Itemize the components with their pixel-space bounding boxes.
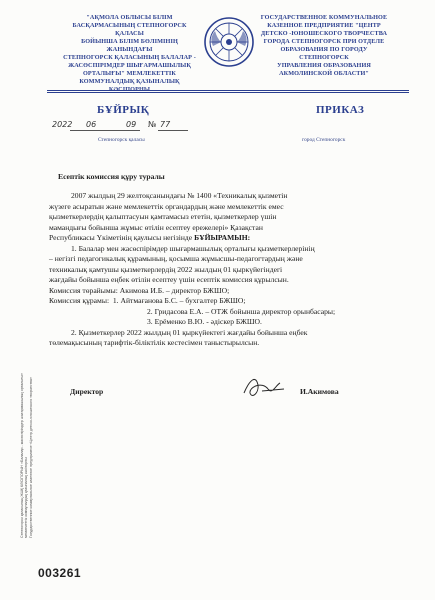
body-line: қызметкерлердің қалыптасуын қамтамасыз ететін, қызметкерлер үшін <box>49 212 277 221</box>
header-divider <box>47 90 409 91</box>
margin-line: мемлекеттік коммуналдық қазыналық кәсіпорны <box>24 457 29 538</box>
body-line <box>49 233 395 244</box>
header-ru-line: УПРАВЛЕНИЯ ОБРАЗОВАНИЯ <box>277 62 371 69</box>
header-ru-line: ДЕТСКО -ЮНОШЕСКОГО ТВОРЧЕСТВА <box>260 30 388 37</box>
signatory-title: Директор <box>70 387 104 396</box>
state-emblem-icon <box>203 16 255 68</box>
order-number: 77 <box>160 120 171 129</box>
header-divider <box>47 92 409 93</box>
header-organization-kz <box>62 14 197 94</box>
margin-line: Государственное коммунальное казенное предприятие «Центр детско-юношеского творчества» <box>28 377 33 538</box>
body-line: 2. Қызметкерлер 2022 жылдың 01 қыркүйектегі жағдайы бойынша еңбек <box>71 327 308 337</box>
header-ru-line: ОБРАЗОВАНИЯ ПО ГОРОДУ СТЕПНОГОРСК <box>280 46 368 61</box>
margin-line: Степногорск қаласының ЖШҚ КӘСІПОРЫН «Балалар - жасөспірімдер шығармашылық орталығы» <box>20 373 24 538</box>
header-kz-line: БАСҚАРМАСЫНЫҢ СТЕПНОГОРСК ҚАЛАСЫ <box>72 22 187 37</box>
member-item: 1. Айтмағанова Б.С. – бухгалтер БЖШО; <box>112 296 246 305</box>
commission-members-row <box>49 296 395 307</box>
date-day: 06 <box>86 120 97 129</box>
header-kz-line: БОЙЫНША БІЛІМ БӨЛІМІНІҢ ЖАНЫНДАҒЫ <box>81 38 178 53</box>
header-kz-line: СТЕПНОГОРСК ҚАЛАСЫНЫҢ БАЛАЛАР - <box>63 54 196 61</box>
header-ru-line: ГОРОДА СТЕПНОГОРСК ПРИ ОТДЕЛЕ <box>263 38 385 45</box>
date-month: 09 <box>126 120 137 129</box>
member-item: 2. Гридасова Е.А. – ОТЖ бойынша директор орынбасары; <box>147 306 336 316</box>
header-kz-line: "АҚМОЛА ОБЛЫСЫ БІЛІМ <box>86 14 173 21</box>
members-label: Комиссия құрамы: <box>49 296 110 305</box>
place-ru: город Степногорск <box>302 137 346 143</box>
order-subject: Есептік комиссия құру туралы <box>58 172 165 181</box>
number-underline <box>158 130 188 131</box>
order-body <box>49 191 395 349</box>
body-line: жүзеге асыратын және мемлекеттік органдардың және мемлекеттік емес <box>49 201 284 211</box>
header-organization-ru <box>255 14 393 78</box>
header-kz-line: ОРТАЛЫҒЫ" МЕМЛЕКЕТТІК <box>82 70 177 77</box>
body-line: – негізгі педагогикалық құрамының, қосымша жұмысшы-педагогтардың және <box>49 254 303 263</box>
header-kz-line: КОММУНАЛДЫҚ ҚАЗЫНАЛЫҚ <box>79 78 180 85</box>
signatory-name: И.Акимова <box>300 387 339 396</box>
commission-chair: Комиссия төрайымы: Акимова И.Б. – директор БЖШО; <box>49 285 230 295</box>
margin-stamp-text <box>20 238 33 538</box>
place-kz: Степногорск қаласы <box>98 137 145 143</box>
doc-type-ru: ПРИКАЗ <box>316 104 365 116</box>
number-mark: № <box>148 120 157 129</box>
header-ru-line: АКМОЛИНСКОЙ ОБЛАСТИ" <box>279 70 369 77</box>
body-line: 2007 жылдың 29 желтоқсанындағы № 1400 «Техникалық қызметін <box>71 191 288 200</box>
doc-type-kz: БҰЙРЫҚ <box>97 104 150 116</box>
body-line: мамандығы бойынша жұмыс өтілін есептеу ережелері» Қазақстан <box>49 222 263 232</box>
body-line-text: Республикасы Үкіметінің қаулысы негізінде <box>49 233 193 242</box>
handwritten-signature <box>240 371 288 405</box>
blank-serial-number: 003261 <box>38 566 82 580</box>
body-line: жағдайы бойынша еңбек өтілін есептеу үшін есептік комиссия құрылсын. <box>49 275 289 284</box>
body-line: техникалық қамтушы қызметкерлердің 2022 жылдың 01 қыркүйегіндегі <box>49 264 283 274</box>
body-line: төлемақысының тарифтік-біліктілік кестесімен таныстырылсын. <box>49 338 260 347</box>
header-kz-line: ЖАСӨСПІРІМДЕР ШЫҒАРМАШЫЛЫҚ <box>68 62 191 69</box>
order-word: БҰЙЫРАМЫН: <box>194 233 251 242</box>
date-year: 2022 <box>52 120 73 129</box>
body-line: 1. Балалар мен жасөспірімдер шығармашылық орталығы қызметкерлерінің <box>71 243 315 253</box>
member-item: 3. Ерёменко В.Ю. - әдіскер БЖШО. <box>147 317 262 326</box>
header-ru-line: КАЗЕННОЕ ПРЕДПРИЯТИЕ "ЦЕНТР <box>267 22 381 29</box>
header-ru-line: ГОСУДАРСТВЕННОЕ КОММУНАЛЬНОЕ <box>260 14 388 21</box>
date-underline <box>70 130 140 131</box>
